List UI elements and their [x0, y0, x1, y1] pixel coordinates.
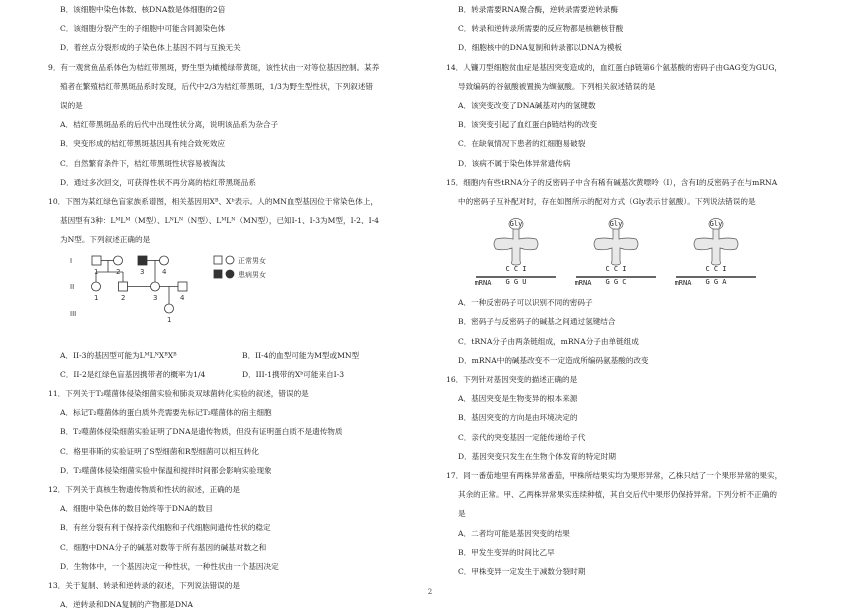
q14-option-d: D．该病不属于染色体异常遗传病 — [458, 158, 571, 168]
q16-stem: 16．下列针对基因突变的描述正确的是 — [446, 375, 578, 385]
q16-option-b: B．基因突变的方向是由环境决定的 — [458, 413, 578, 423]
q9-stem-2: 殖者在繁殖桔红带黑斑品系时发现，后代中2/3为桔红带黑斑，1/3为野生型性状，下列叙述错 — [60, 81, 374, 91]
q15-stem-1: 15．细胞内有些tRNA分子的反密码子中含有稀有碱基次黄嘌呤（I），含有I的反密码子在与mRNA — [446, 177, 778, 187]
q14-option-b: B．该突变引起了血红蛋白β链结构的改变 — [458, 120, 598, 130]
q9-stem-1: 9．有一观赏鱼品系体色为桔红带黑斑，野生型为橄榄绿带黄斑，该性状由一对等位基因控制。某养 — [48, 62, 380, 72]
num-i3: 3 — [140, 267, 145, 276]
pedigree-ii4-male — [178, 282, 187, 291]
gen-label-ii: II — [70, 282, 75, 291]
left-column — [48, 0, 423, 614]
q8-option-c: C．该细胞分裂产生的子细胞中可能含同源染色体 — [60, 24, 226, 34]
num-i4: 4 — [162, 267, 167, 276]
pedigree-figure — [68, 252, 298, 344]
mrna-label-2: mRNA — [574, 279, 592, 288]
right-column — [446, 0, 818, 581]
q10-options-cd — [48, 365, 423, 384]
q9-option-a: A．桔红带黑斑品系的后代中出现性状分离，说明该品系为杂合子 — [60, 120, 279, 130]
q15-option-d: D．mRNA中的碱基改变不一定造成所编码氨基酸的改变 — [458, 355, 649, 365]
gly-label-2: Gly — [609, 220, 623, 229]
codon-1: G G U — [505, 278, 527, 287]
legend-normal-male — [214, 256, 222, 264]
q16-option-c: C．亲代的突变基因一定能传递给子代 — [458, 432, 586, 442]
pedigree-ii2-male — [119, 282, 128, 291]
q8-option-d: D．着丝点分裂形成的子染色体上基因不同与互换无关 — [60, 43, 241, 53]
num-iii1: 1 — [167, 315, 172, 324]
q14-option-c: C．在缺氧情况下患者的红细胞易破裂 — [458, 139, 586, 149]
q14-option-a: A．该突变改变了DNA碱基对内的氢键数 — [458, 101, 596, 111]
q10-stem-2: 基因型有3种：LᴹLᴹ（M型）、LᴺLᴺ（N型）、LᴹLᴺ（MN型），已知I-1、I-3为M型，I-2、I-4 — [60, 216, 379, 226]
q17-stem-2: 其余的正常。甲、乙两株异常果实连续种植，其自交后代中果形仍保持异常。下列分析不正确的 — [458, 490, 777, 500]
legend-normal-female — [226, 256, 234, 264]
pedigree-i3-affected-male — [138, 256, 147, 265]
trna-figure — [466, 217, 766, 287]
q10-stem-1: 10．下图为某红绿色盲家族系谱图，相关基因用Xᴮ、Xᵇ表示。人的MN血型基因位于常染色体上， — [48, 197, 379, 207]
anticodon-2: C C I — [605, 265, 627, 274]
q17-option-b: B．甲发生变异的时间比乙早 — [458, 547, 555, 557]
q13-stem: 13．关于复制、转录和逆转录的叙述，下列说法错误的是 — [48, 581, 240, 591]
q10-stem-3: 为N型。下列叙述正确的是 — [60, 235, 151, 245]
q15-option-b: B．密码子与反密码子的碱基之间通过氢键结合 — [458, 317, 616, 327]
pedigree-iii1-female — [165, 304, 174, 313]
q13-option-b: B．转录需要RNA聚合酶，逆转录需要逆转录酶 — [458, 5, 619, 14]
pedigree-svg — [68, 252, 298, 344]
q8-option-b: B．该细胞中染色体数、核DNA数是体细胞的2倍 — [60, 5, 226, 14]
q11-option-a: A．标记T₂噬菌体的蛋白质外壳需要先标记T₂噬菌体的宿主细胞 — [60, 408, 272, 418]
q9-option-d: D．通过多次回交，可获得性状不再分离的桔红带黑斑品系 — [60, 177, 256, 187]
anticodon-3: C C I — [705, 265, 727, 274]
q12-option-a: A．细胞中染色体的数目始终等于DNA的数目 — [60, 504, 213, 514]
legend-normal-label: 正常男女 — [238, 256, 266, 265]
page-number: 2 — [427, 588, 433, 596]
q17-stem-1: 17．同一番茄地里有两株异常番茄，甲株所结果实均为果形异常，乙株只结了一个果形异常的果实， — [446, 471, 783, 481]
q12-option-d: D．生物体中，一个基因决定一种性状，一种性状由一个基因决定 — [60, 561, 279, 571]
legend-affected-female — [226, 270, 234, 278]
mrna-label-1: mRNA — [474, 279, 492, 288]
pedigree-ii1-female — [92, 282, 101, 291]
q16-option-d: D．基因突变只发生在生物个体发育的特定时期 — [458, 451, 616, 461]
q13-option-a: A．逆转录和DNA复制的产物都是DNA — [60, 600, 194, 610]
q15-option-c: C．tRNA分子由两条链组成，mRNA分子由单链组成 — [458, 336, 639, 346]
pedigree-i4-female — [160, 256, 169, 265]
num-ii3: 3 — [153, 293, 158, 302]
num-i1: 1 — [94, 267, 99, 276]
q11-stem: 11．下列关于T₂噬菌体侵染细菌实验和肺炎双球菌转化实验的叙述，错误的是 — [48, 389, 309, 399]
legend-affected-label: 患病男女 — [238, 270, 266, 279]
gly-label-1: Gly — [509, 220, 523, 229]
pedigree-ii3-female — [151, 282, 160, 291]
q9-option-b: B．突变形成的桔红带黑斑基因具有纯合致死效应 — [60, 139, 226, 149]
q14-stem-1: 14．人镰刀型细胞贫血症是基因突变造成的，血红蛋白β链第6个氨基酸的密码子由GAG变为GUG， — [446, 62, 782, 72]
q11-option-b: B．T₂噬菌体侵染细菌实验证明了DNA是遗传物质，但没有证明蛋白质不是遗传物质 — [60, 427, 343, 437]
q17-stem-3: 是 — [458, 509, 466, 519]
q16-option-a: A．基因突变是生物变异的根本来源 — [458, 394, 578, 404]
q12-option-c: C．细胞中DNA分子的碱基对数等于所有基因的碱基对数之和 — [60, 542, 267, 552]
anticodon-1: C C I — [505, 265, 527, 274]
q10-option-c: C．II-2是红绿色盲基因携带者的概率为1/4 — [60, 369, 206, 379]
q13-option-d: D．细胞核中的DNA复制和转录都以DNA为模板 — [458, 43, 623, 53]
q17-option-a: A．二者均可能是基因突变的结果 — [458, 528, 570, 538]
q12-option-b: B．有丝分裂有利于保持亲代细胞和子代细胞间遗传性状的稳定 — [60, 523, 271, 533]
q10-option-a: A．II-3的基因型可能为LᴹLᴺXᴮXᴮ — [60, 350, 177, 360]
q9-stem-3: 误的是 — [60, 101, 83, 111]
q9-option-c: C．自然繁育条件下，桔红带黑斑性状容易被淘汰 — [60, 158, 226, 168]
num-ii1: 1 — [94, 293, 99, 302]
q15-option-a: A．一种反密码子可以识别不同的密码子 — [458, 298, 593, 308]
num-i2: 2 — [116, 267, 121, 276]
q13-option-c: C．转录和逆转录所需要的反应物都是核糖核苷酸 — [458, 24, 624, 34]
q15-stem-2: 中的密码子互补配对时，存在如图所示的配对方式（Gly表示甘氨酸）。下列说法错误的是 — [458, 197, 756, 207]
q14-stem-2: 导致编码的谷氨酸被置换为缬氨酸。下列相关叙述错误的是 — [458, 81, 656, 91]
num-ii4: 4 — [180, 293, 185, 302]
q10-option-b: B．II-4的血型可能为M型或MN型 — [242, 350, 360, 360]
codon-3: G G A — [705, 278, 727, 287]
legend-affected-male — [214, 270, 222, 278]
mrna-label-3: mRNA — [674, 279, 692, 288]
q17-option-c: C．甲株变异一定发生于减数分裂时期 — [458, 567, 586, 577]
gly-label-3: Gly — [709, 220, 723, 229]
pedigree-i2-female — [114, 256, 123, 265]
gen-label-iii: III — [70, 309, 77, 318]
gen-label-i: I — [70, 256, 73, 265]
pedigree-i1-male — [92, 256, 101, 265]
codon-2: G G C — [605, 278, 627, 287]
q12-stem: 12．下列关于真核生物遗传物质和性状的叙述，正确的是 — [48, 485, 240, 495]
q10-options-ab — [48, 346, 423, 365]
q10-option-d: D．III-1携带的Xᵇ可能来自I-3 — [242, 369, 345, 379]
num-ii2: 2 — [121, 293, 126, 302]
q11-option-c: C．格里菲斯的实验证明了S型细菌和R型细菌可以相互转化 — [60, 446, 259, 456]
q11-option-d: D．T₂噬菌体侵染细菌实验中保温和搅拌时间都会影响实验现象 — [60, 465, 272, 475]
